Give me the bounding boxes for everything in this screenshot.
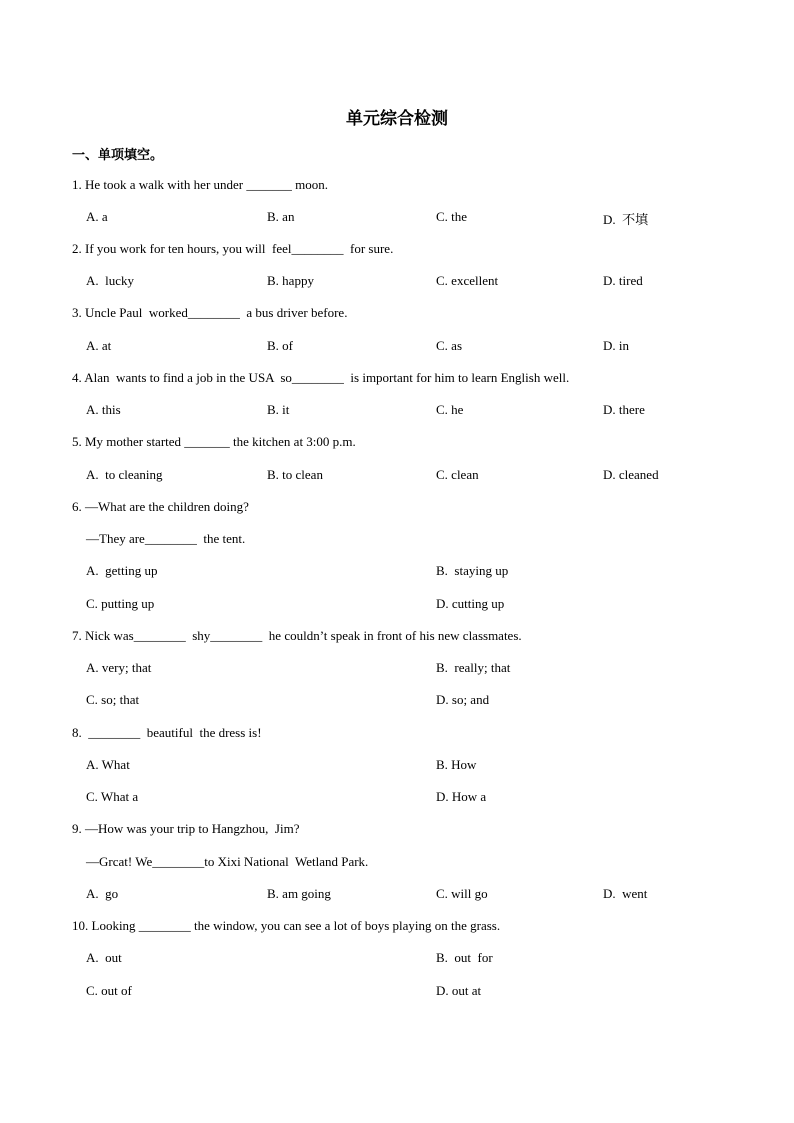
question-2-option-a[interactable]: A. lucky — [86, 273, 135, 288]
question-9-option-c[interactable]: C. will go — [436, 886, 488, 901]
question-8-option-c[interactable]: C. What a — [86, 789, 139, 804]
question-1-option-c[interactable]: C. the — [436, 209, 468, 224]
question-4-option-c[interactable]: C. he — [436, 402, 464, 417]
question-6-option-c[interactable]: C. putting up — [86, 596, 155, 611]
question-4-option-d[interactable]: D. there — [603, 402, 645, 417]
question-8-option-a[interactable]: A. What — [86, 757, 130, 772]
question-6-stem: 6. —What are the children doing? — [72, 499, 249, 514]
question-3-stem: 3. Uncle Paul worked________ a bus driver before. — [72, 305, 348, 320]
question-4-stem: 4. Alan wants to find a job in the USA so________ is important for him to learn English well. — [72, 370, 570, 385]
question-6-stem-line-2: —They are________ the tent. — [86, 531, 246, 546]
question-4-option-b[interactable]: B. it — [267, 402, 290, 417]
question-1-option-d[interactable]: D. 不填 — [603, 212, 649, 227]
question-6-option-b[interactable]: B. staying up — [436, 563, 509, 578]
question-1-option-b[interactable]: B. an — [267, 209, 295, 224]
question-9-option-d[interactable]: D. went — [603, 886, 648, 901]
question-10-option-b[interactable]: B. out for — [436, 950, 493, 965]
question-9-stem: 9. —How was your trip to Hangzhou, Jim? — [72, 821, 300, 836]
question-7-stem: 7. Nick was________ shy________ he couldn’t speak in front of his new classmates. — [72, 628, 522, 643]
question-2-option-c[interactable]: C. excellent — [436, 273, 499, 288]
question-7-option-d[interactable]: D. so; and — [436, 692, 490, 707]
page-title: 单元综合检测 — [346, 109, 448, 129]
question-3-option-b[interactable]: B. of — [267, 338, 293, 353]
question-3-option-d[interactable]: D. in — [603, 338, 629, 353]
question-5-option-a[interactable]: A. to cleaning — [86, 467, 163, 482]
question-3-option-a[interactable]: A. at — [86, 338, 112, 353]
question-8-stem: 8. ________ beautiful the dress is! — [72, 725, 262, 740]
question-3-option-c[interactable]: C. as — [436, 338, 462, 353]
section-heading: 一、单项填空。 — [72, 148, 164, 163]
question-2-option-d[interactable]: D. tired — [603, 273, 643, 288]
question-10-option-c[interactable]: C. out of — [86, 983, 132, 998]
question-1-option-a[interactable]: A. a — [86, 209, 108, 224]
question-7-option-a[interactable]: A. very; that — [86, 660, 152, 675]
question-10-option-d[interactable]: D. out at — [436, 983, 482, 998]
question-5-option-c[interactable]: C. clean — [436, 467, 479, 482]
question-9-stem-line-2: —Grcat! We________to Xixi National Wetland Park. — [86, 854, 369, 869]
question-5-option-b[interactable]: B. to clean — [267, 467, 323, 482]
question-5-stem: 5. My mother started _______ the kitchen at 3:00 p.m. — [72, 434, 356, 449]
question-10-stem: 10. Looking ________ the window, you can see a lot of boys playing on the grass. — [72, 918, 501, 933]
question-1-stem: 1. He took a walk with her under _______ moon. — [72, 177, 328, 192]
question-6-option-d[interactable]: D. cutting up — [436, 596, 505, 611]
question-2-option-b[interactable]: B. happy — [267, 273, 314, 288]
question-9-option-a[interactable]: A. go — [86, 886, 119, 901]
question-7-option-c[interactable]: C. so; that — [86, 692, 140, 707]
question-6-option-a[interactable]: A. getting up — [86, 563, 158, 578]
question-8-option-d[interactable]: D. How a — [436, 789, 487, 804]
question-4-option-a[interactable]: A. this — [86, 402, 121, 417]
question-10-option-a[interactable]: A. out — [86, 950, 122, 965]
question-7-option-b[interactable]: B. really; that — [436, 660, 511, 675]
question-9-option-b[interactable]: B. am going — [267, 886, 331, 901]
question-5-option-d[interactable]: D. cleaned — [603, 467, 659, 482]
question-2-stem: 2. If you work for ten hours, you will feel________ for sure. — [72, 241, 394, 256]
question-8-option-b[interactable]: B. How — [436, 757, 477, 772]
